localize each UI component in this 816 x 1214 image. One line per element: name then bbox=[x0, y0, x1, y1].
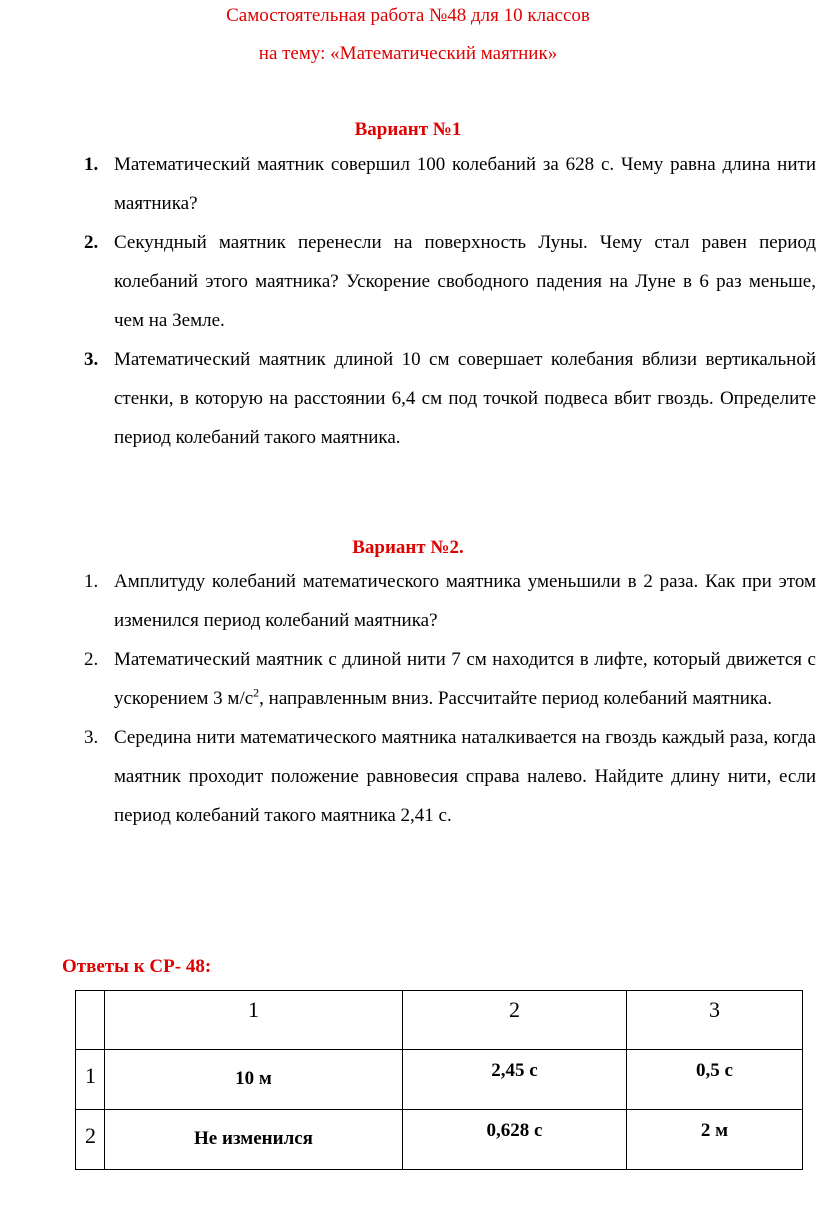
task-number: 2. bbox=[84, 649, 99, 670]
task-number: 3. bbox=[84, 349, 99, 370]
variant2-task-1 bbox=[84, 562, 816, 640]
table-cell: 2,45 с bbox=[403, 1050, 627, 1110]
task-text-part-a: Математический маятник с длиной нити 7 см находится в лифте, который движется с ускорением 3 м/с bbox=[114, 649, 816, 709]
variant2-task-3 bbox=[84, 718, 816, 835]
variant2-tasks bbox=[84, 562, 816, 835]
variant2-title: Вариант №2. bbox=[352, 537, 464, 558]
variant2-task-2 bbox=[84, 640, 816, 718]
task-number: 1. bbox=[84, 571, 99, 592]
table-column-header: 3 bbox=[627, 991, 803, 1050]
variant1-task-3 bbox=[84, 340, 816, 457]
table-row-label: 2 bbox=[76, 1110, 105, 1170]
task-text: Середина нити математического маятника наталкивается на гвоздь каждый раза, когда маятник проходит положение равновесия справа налево. Найдите длину нити, если период колебаний такого маятника 2,41 с. bbox=[114, 727, 816, 826]
task-number: 1. bbox=[84, 154, 99, 175]
variant1-task-2 bbox=[84, 223, 816, 340]
answers-title: Ответы к СР- 48: bbox=[62, 956, 212, 977]
table-row bbox=[76, 1110, 803, 1170]
table-cell: 2 м bbox=[627, 1110, 803, 1170]
task-text: Математический маятник совершил 100 колебаний за 628 с. Чему равна длина нити маятника? bbox=[114, 154, 816, 214]
superscript: 2 bbox=[253, 685, 260, 700]
document-title-line2: на тему: «Математический маятник» bbox=[258, 43, 558, 64]
variant1-task-1 bbox=[84, 145, 816, 223]
variant1-tasks bbox=[84, 145, 816, 457]
table-cell: 0,5 с bbox=[627, 1050, 803, 1110]
document-title-line1: Самостоятельная работа №48 для 10 классов bbox=[226, 5, 590, 26]
table-cell: 0,628 с bbox=[403, 1110, 627, 1170]
task-number: 3. bbox=[84, 727, 99, 748]
task-number: 2. bbox=[84, 232, 99, 253]
table-row-label: 1 bbox=[76, 1050, 105, 1110]
table-cell: Не изменился bbox=[105, 1110, 403, 1170]
table-column-header: 1 bbox=[105, 991, 403, 1050]
task-text: Секундный маятник перенесли на поверхность Луны. Чему стал равен период колебаний этого маятника? Ускорение свободного падения на Луне в 6 раз меньше, чем на Земле. bbox=[114, 232, 816, 331]
table-cell: 10 м bbox=[105, 1050, 403, 1110]
task-text: Амплитуду колебаний математического маятника уменьшили в 2 раза. Как при этом изменился период колебаний маятника? bbox=[114, 571, 816, 631]
answers-table bbox=[75, 990, 803, 1170]
variant1-title: Вариант №1 bbox=[354, 119, 462, 140]
task-text: Математический маятник длиной 10 см совершает колебания вблизи вертикальной стенки, в которую на расстоянии 6,4 см под точкой подвеса вбит гвоздь. Определите период колебаний такого маятника. bbox=[114, 349, 816, 448]
table-row bbox=[76, 1050, 803, 1110]
table-column-header: 2 bbox=[403, 991, 627, 1050]
table-corner-cell bbox=[76, 991, 105, 1050]
table-header-row bbox=[76, 991, 803, 1050]
task-text-part-b: , направленным вниз. Рассчитайте период колебаний маятника. bbox=[259, 688, 773, 709]
